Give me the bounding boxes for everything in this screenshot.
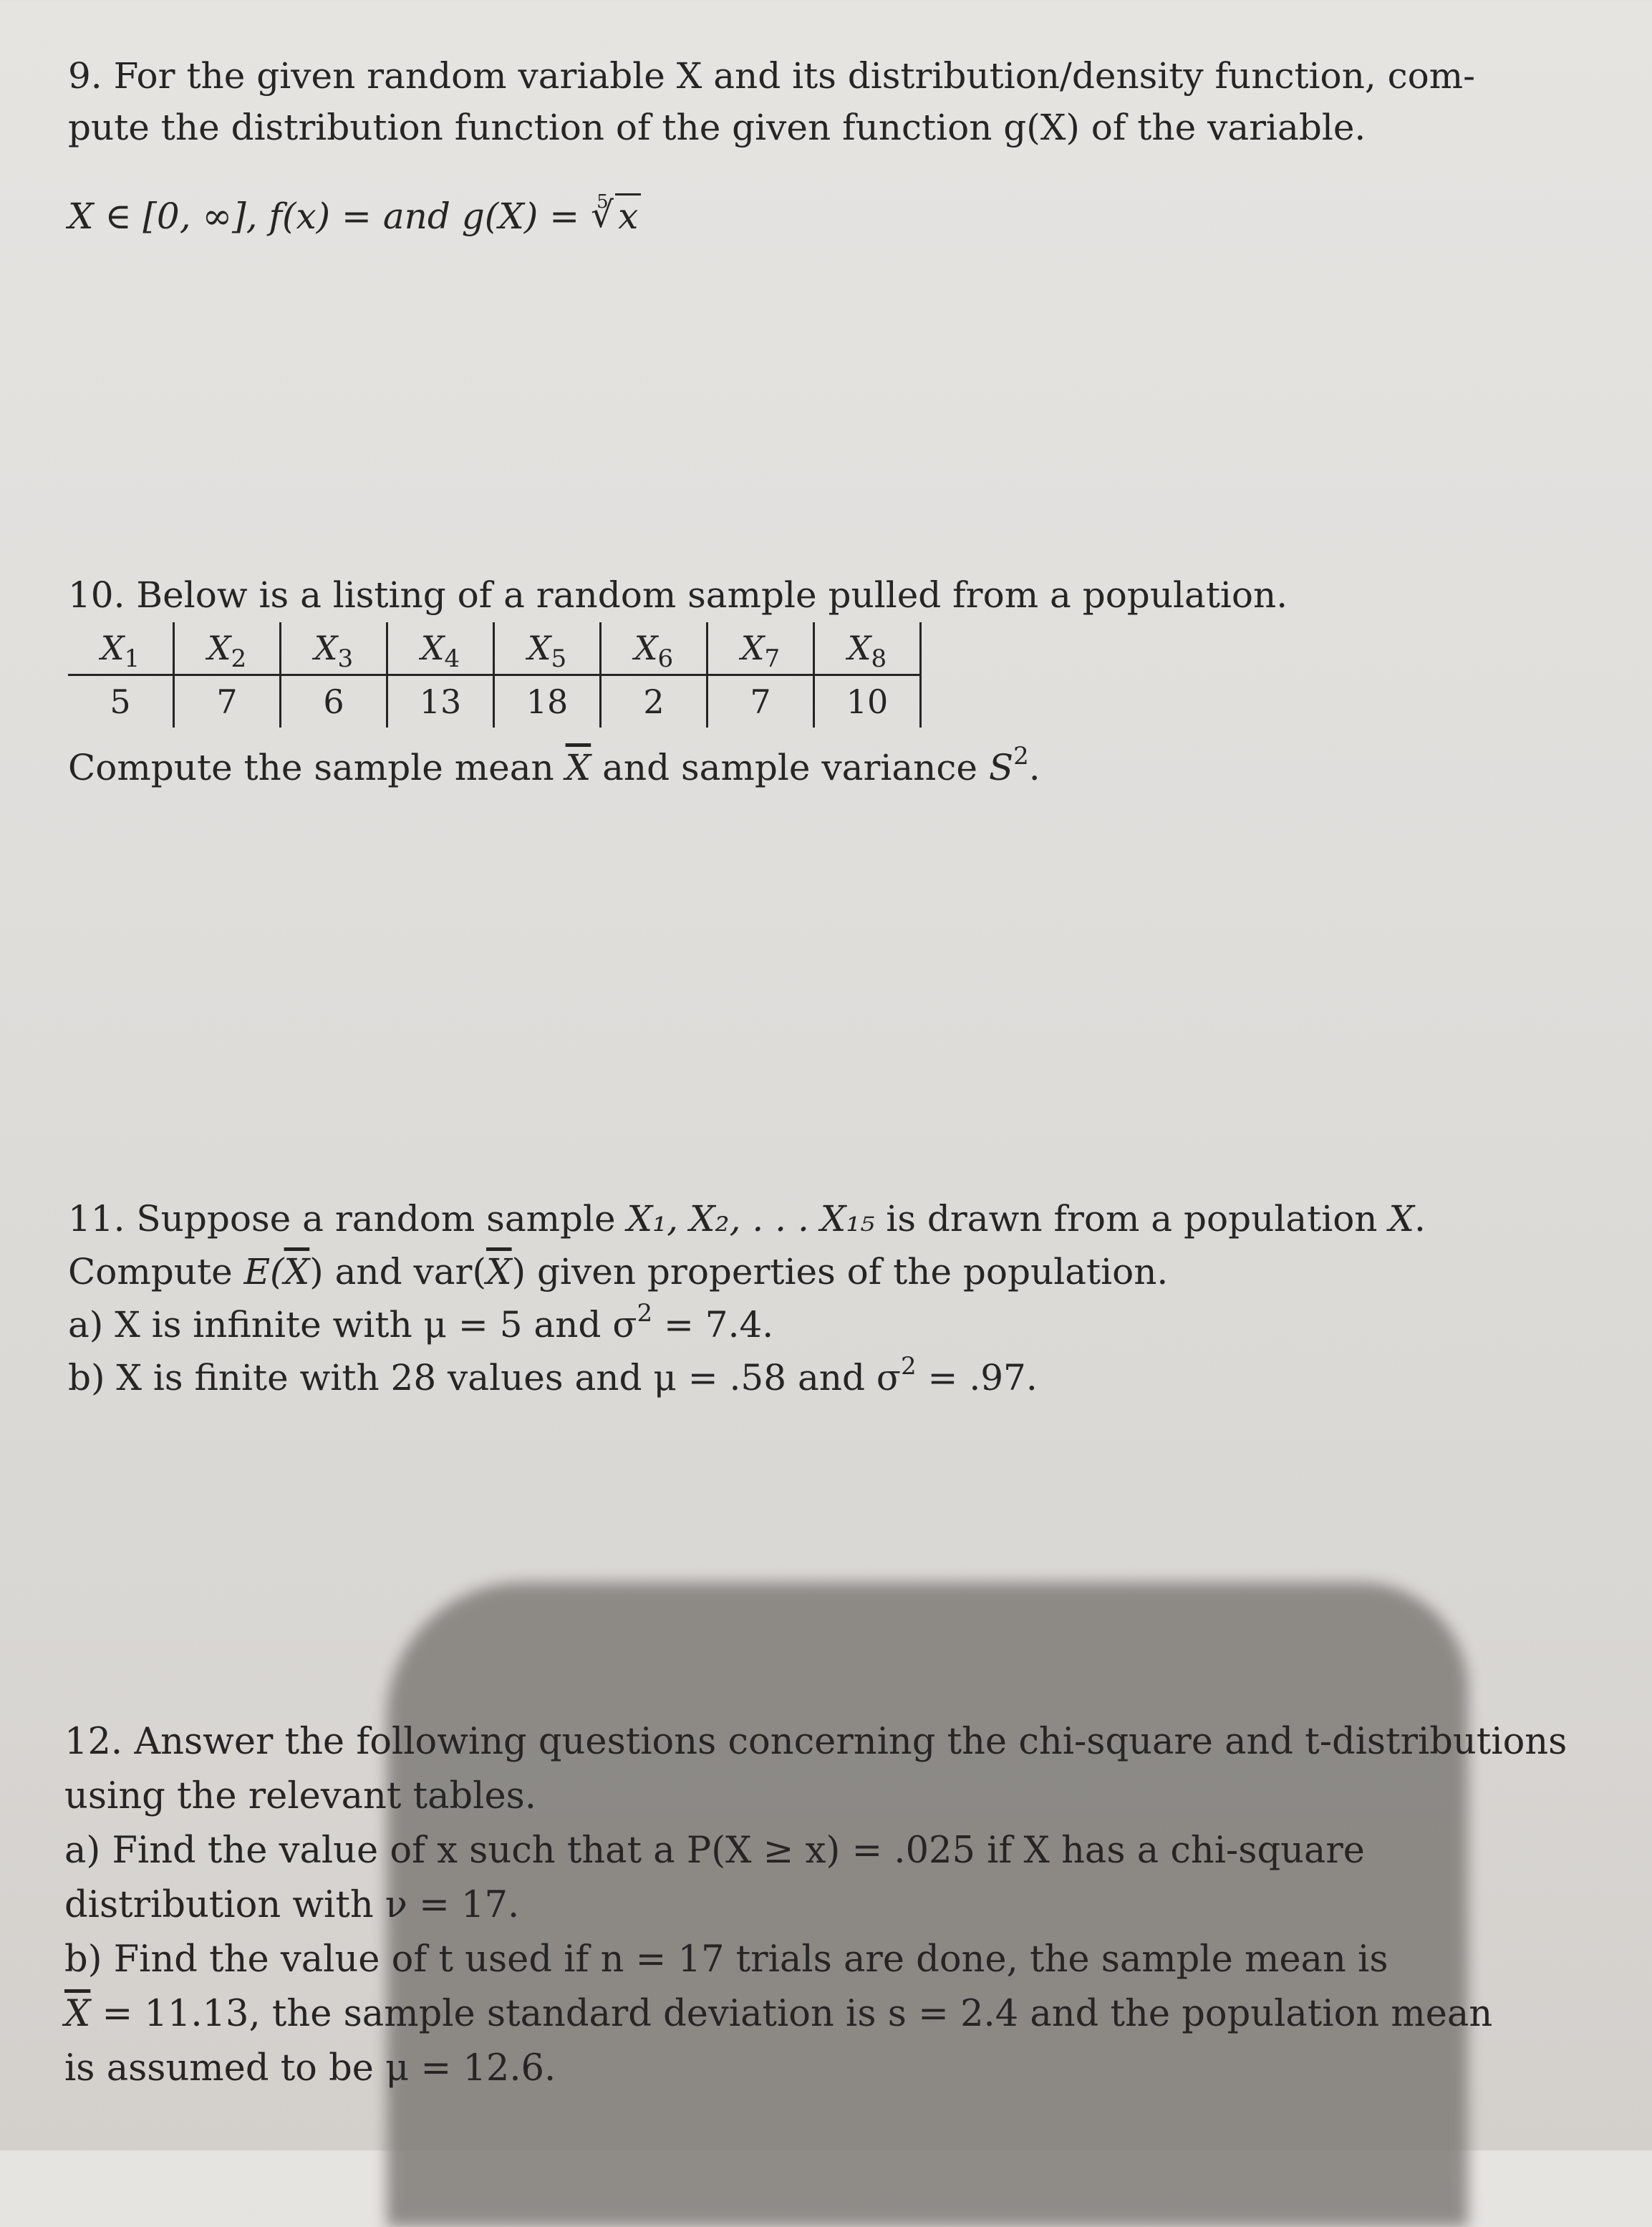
problem-9 <box>68 50 1475 242</box>
problem-12-line-1: 12. Answer the following questions concerning the chi-square and t-distributions <box>64 1721 1568 1763</box>
problem-11-part-b: b) X is finite with 28 values and μ = .58 and $\sigma^2 = .97$. <box>68 1352 1038 1398</box>
sample-header-cell: $X_2$ <box>174 622 281 675</box>
problem-12-line-2: using the relevant tables. <box>64 1775 537 1817</box>
problem-11-part-a: a) X is infinite with μ = 5 and $\sigma^2 = 7.4$. <box>68 1299 774 1346</box>
problem-10-question: Compute the sample mean $\overline{X}$ and sample variance $S^2$. <box>68 742 1040 788</box>
problem-9-formula <box>68 190 1475 242</box>
problem-12-line-6: $\overline{X} = 11.13$, the sample standard deviation is s = 2.4 and the population mean <box>64 1993 1493 2035</box>
sample-value-cell: 6 <box>281 675 387 728</box>
problem-12-line-7: is assumed to be μ = 12.6. <box>64 2047 556 2090</box>
sample-value-cell: 2 <box>601 675 707 728</box>
problem-10-intro: 10. Below is a listing of a random sample pulled from a population. <box>68 574 1288 616</box>
problem-12-line-4: distribution with ν = 17. <box>64 1884 520 1926</box>
sample-value-cell: 7 <box>174 675 281 728</box>
problem-11-line-1: 11. Suppose a random sample X₁, X₂, . . . X₁₅ is drawn from a population X. <box>68 1198 1426 1240</box>
sample-header-cell: $X_8$ <box>814 622 921 675</box>
sample-header-cell: $X_7$ <box>707 622 814 675</box>
problem-11 <box>68 1192 1426 1404</box>
root-index: √ 5 <box>596 191 609 213</box>
sample-header-cell: $X_3$ <box>281 622 387 675</box>
sample-value-cell: 13 <box>387 675 494 728</box>
sample-value-cell: 5 <box>68 675 174 728</box>
sample-value-cell: 18 <box>494 675 601 728</box>
problem-9-line-2: pute the distribution function of the given function g(X) of the variable. <box>68 107 1366 148</box>
sample-table <box>68 622 922 728</box>
root-radicand: x <box>615 193 641 237</box>
problem-12-line-5: b) Find the value of t used if n = 17 trials are done, the sample mean is <box>64 1938 1388 1981</box>
problem-10 <box>68 569 1288 793</box>
sample-header-cell: $X_4$ <box>387 622 494 675</box>
problem-9-formula-text: X ∈ [0, ∞], f(x) = and g(X) = <box>68 195 591 237</box>
problem-11-line-2: Compute $E(\overline{X})$ and $var(\overline{X})$ given properties of the population. <box>68 1251 1169 1293</box>
sample-table-header-row <box>68 622 921 675</box>
fifth-root <box>591 190 641 242</box>
sample-header-cell: $X_1$ <box>68 622 174 675</box>
problem-9-line-1: 9. For the given random variable X and its distribution/density function, com- <box>68 55 1476 97</box>
problem-12 <box>64 1715 1567 2096</box>
sample-value-cell: 10 <box>814 675 921 728</box>
sample-header-cell: $X_6$ <box>601 622 707 675</box>
sample-value-cell: 7 <box>707 675 814 728</box>
problem-12-line-3: a) Find the value of x such that a P(X ≥ x) = .025 if X has a chi-square <box>64 1830 1365 1872</box>
sample-header-cell: $X_5$ <box>494 622 601 675</box>
sample-table-value-row <box>68 675 921 728</box>
